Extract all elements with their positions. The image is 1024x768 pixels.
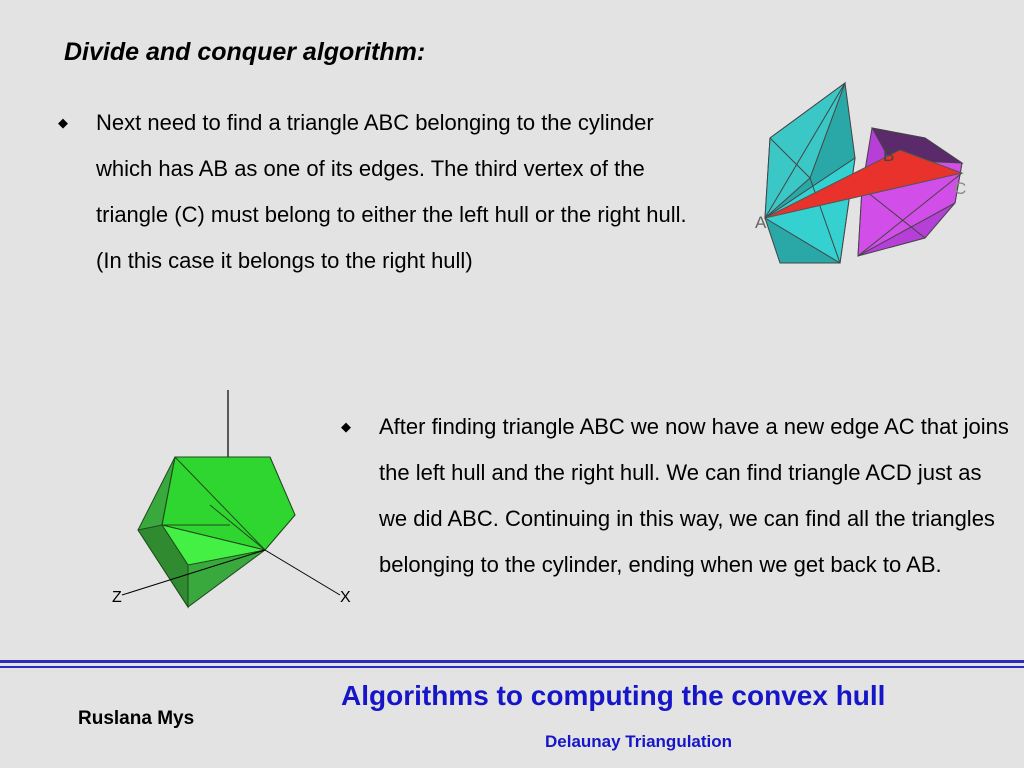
bullet-text: After finding triangle ABC we now have a new edge AC that joins the left hull and the right hull. We can find triangle ACD just as we did ABC. Continuing in this way, we can find all the triangles belonging to the cylinder, ending when we get back to AB. bbox=[379, 414, 1009, 577]
vertex-label-c: C bbox=[954, 179, 967, 198]
green-hull-figure bbox=[100, 385, 360, 615]
footer-divider bbox=[0, 666, 1024, 668]
footer-title: Algorithms to computing the convex hull bbox=[341, 680, 886, 711]
diamond-bullet-icon: ◆ bbox=[341, 419, 351, 434]
bullet-item bbox=[58, 100, 716, 284]
vertex-label-a: A bbox=[755, 213, 767, 232]
footer-subtitle: Delaunay Triangulation bbox=[545, 732, 733, 751]
footer-divider bbox=[0, 660, 1024, 663]
slide-title: Divide and conquer algorithm: bbox=[64, 38, 426, 66]
axis-label-z: Z bbox=[112, 589, 122, 606]
bullet-text: Next need to find a triangle ABC belonging to the cylinder which has AB as one of its edges. The third vertex of the triangle (C) must belong to either the left hull or the right hull. (In this case it belongs to the right hull) bbox=[96, 110, 687, 273]
bullet-item bbox=[341, 404, 1009, 588]
footer-author: Ruslana Mys bbox=[78, 708, 195, 729]
x-axis bbox=[265, 550, 340, 595]
axis-label-x: X bbox=[340, 589, 351, 606]
diamond-bullet-icon: ◆ bbox=[58, 115, 68, 130]
vertex-label-b: B bbox=[883, 146, 895, 165]
hull-merge-figure bbox=[750, 78, 980, 268]
